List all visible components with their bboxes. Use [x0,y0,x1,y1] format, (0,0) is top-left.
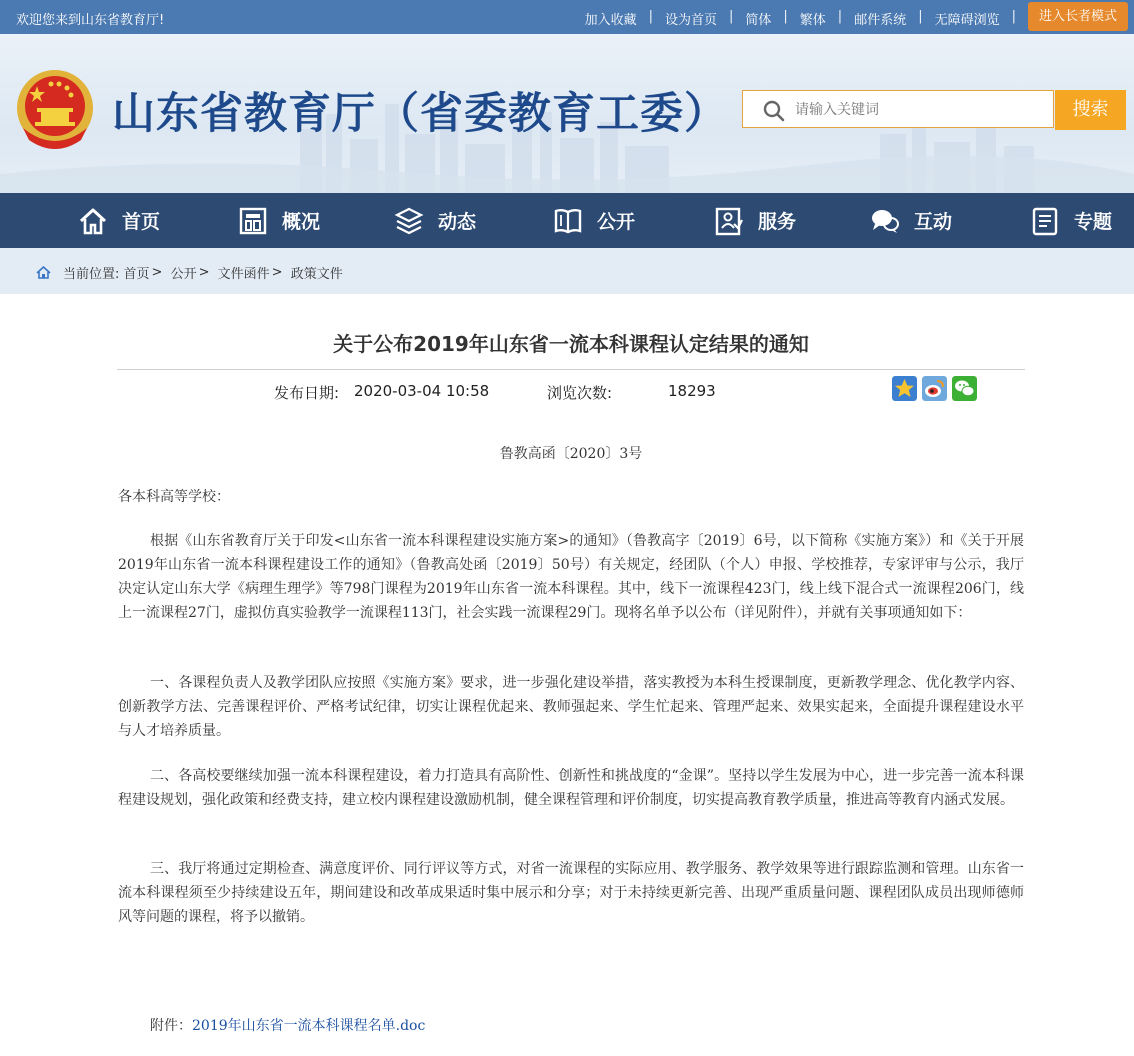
traditional-link[interactable]: 繁体 [799,13,826,28]
nav-label: 概况 [282,211,321,233]
building-icon [238,206,268,236]
breadcrumb-separator: > [198,265,210,280]
breadcrumb-bar [0,248,1134,294]
main-nav [0,193,1134,248]
date-label: 发布日期: [274,384,340,402]
paragraph-one: 一、各课程负责人及教学团队应按照《实施方案》要求，进一步强化建设举措，落实教授为本科生授课制度，更新教学理念、优化教学内容、创新教学方法、完善课程评价、严格考试纪律，切实让课程优起来、教师强起来、学生忙起来、管理严起来、效果实起来，全面提升课程建设水平与人才培养质量。 [118,675,1024,739]
nav-label: 动态 [438,211,477,233]
breadcrumb-home[interactable]: 首页 [123,267,150,282]
article-container [16,294,1126,1056]
nav-item-home[interactable] [78,193,160,248]
header-banner [0,34,1134,193]
nav-label: 专题 [1074,211,1113,233]
search-box [742,90,1054,128]
wechat-icon[interactable] [952,376,977,401]
breadcrumb [36,263,343,282]
breadcrumb-policy-files[interactable]: 政策文件 [290,267,343,282]
separator: | [918,9,923,24]
paragraph-three: 三、我厅将通过定期检查、满意度评价、同行评议等方式，对省一流课程的实际应用、教学服务、教学效果等进行跟踪监测和管理。山东省一流本科课程须至少持续建设五年，期间建设和改革成果适时集中展示和分享；对于未持续更新完善、出现严重质量问题、课程团队成员出现师德师风等问题的课程，将予以撤销。 [118,861,1024,925]
welcome-text: 欢迎您来到山东省教育厅! [16,13,165,28]
national-emblem-icon [15,68,95,150]
breadcrumb-prefix: 当前位置: [63,267,120,282]
set-homepage-link[interactable]: 设为首页 [664,13,717,28]
simplified-link[interactable]: 简体 [745,13,772,28]
attachment-label: 附件： [150,1018,192,1034]
salutation: 各本科高等学校： [118,489,230,505]
breadcrumb-separator: > [151,265,163,280]
nav-label: 互动 [914,211,953,233]
accessibility-link[interactable]: 无障碍浏览 [934,13,1000,28]
date-value: 2020-03-04 10:58 [354,382,490,400]
paragraph-two: 二、各高校要继续加强一流本科课程建设，着力打造具有高阶性、创新性和挑战度的“金课”。坚持以学生发展为中心，进一步完善一流本科课程建设规划，强化政策和经费支持，建立校内课程建设激励机制，健全课程管理和评价制度，切实提高教育教学质量，推进高等教育内涵式发展。 [118,768,1024,808]
book-icon [553,206,583,236]
home-icon [78,206,108,236]
views-label: 浏览次数: [547,384,613,402]
views-value: 18293 [668,382,716,400]
top-bar [0,0,1134,34]
search-button[interactable]: 搜索 [1055,90,1126,130]
nav-label: 服务 [758,211,797,233]
separator: | [728,9,734,24]
mail-system-link[interactable]: 邮件系统 [854,13,907,28]
elder-mode-button[interactable]: 进入长者模式 [1028,2,1128,31]
document-number: 鲁教高函〔2020〕3号 [499,446,643,462]
service-icon [714,206,744,236]
weibo-icon[interactable] [922,376,947,401]
separator: | [783,9,788,24]
nav-item-interact[interactable] [870,193,952,248]
add-favorite-link[interactable]: 加入收藏 [584,13,637,28]
breadcrumb-documents[interactable]: 文件函件 [217,267,270,282]
star-share-icon[interactable] [892,376,917,401]
breadcrumb-public[interactable]: 公开 [170,267,197,282]
article-title: 关于公布2019年山东省一流本科课程认定结果的通知 [333,332,809,356]
nav-item-topics[interactable] [1030,193,1112,248]
chat-icon [870,206,900,236]
attachment [150,1015,425,1035]
nav-label: 首页 [122,211,161,233]
separator: | [1011,9,1016,24]
document-icon [1030,206,1060,236]
nav-label: 公开 [597,211,636,233]
attachment-link[interactable]: 2019年山东省一流本科课程名单.doc [192,1018,426,1034]
breadcrumb-separator: > [271,265,283,280]
nav-item-overview[interactable] [238,193,320,248]
separator: | [648,9,653,24]
top-links [573,9,1016,28]
search-input[interactable] [793,97,1047,123]
separator: | [837,9,843,24]
nav-item-public[interactable] [553,193,635,248]
title-divider [117,369,1025,370]
layers-icon [394,206,424,236]
paragraph-intro: 根据《山东省教育厅关于印发<山东省一流本科课程建设实施方案>的通知》（鲁教高字〔2019〕6号，以下简称《实施方案》）和《关于开展2019年山东省一流本科课程建设工作的通知》（鲁教高处函〔2019〕50号）有关规定，经团队（个人）申报、学校推荐，专家评审与公示，我厅决定认定山东大学《病理生理学》等798门课程为2019年山东省一流本科课程。其中，线下一流课程423门，线上线下混合式一流课程206门，线上一流课程27门，虚拟仿真实验教学一流课程113门，社会实践一流课程29门。现将名单予以公布（详见附件），并就有关事项通知如下： [118,533,1024,621]
site-title: 山东省教育厅（省委教育工委） [112,89,728,139]
nav-item-news[interactable] [394,193,476,248]
nav-item-service[interactable] [714,193,796,248]
home-small-icon [36,266,51,279]
search-icon [763,100,785,122]
